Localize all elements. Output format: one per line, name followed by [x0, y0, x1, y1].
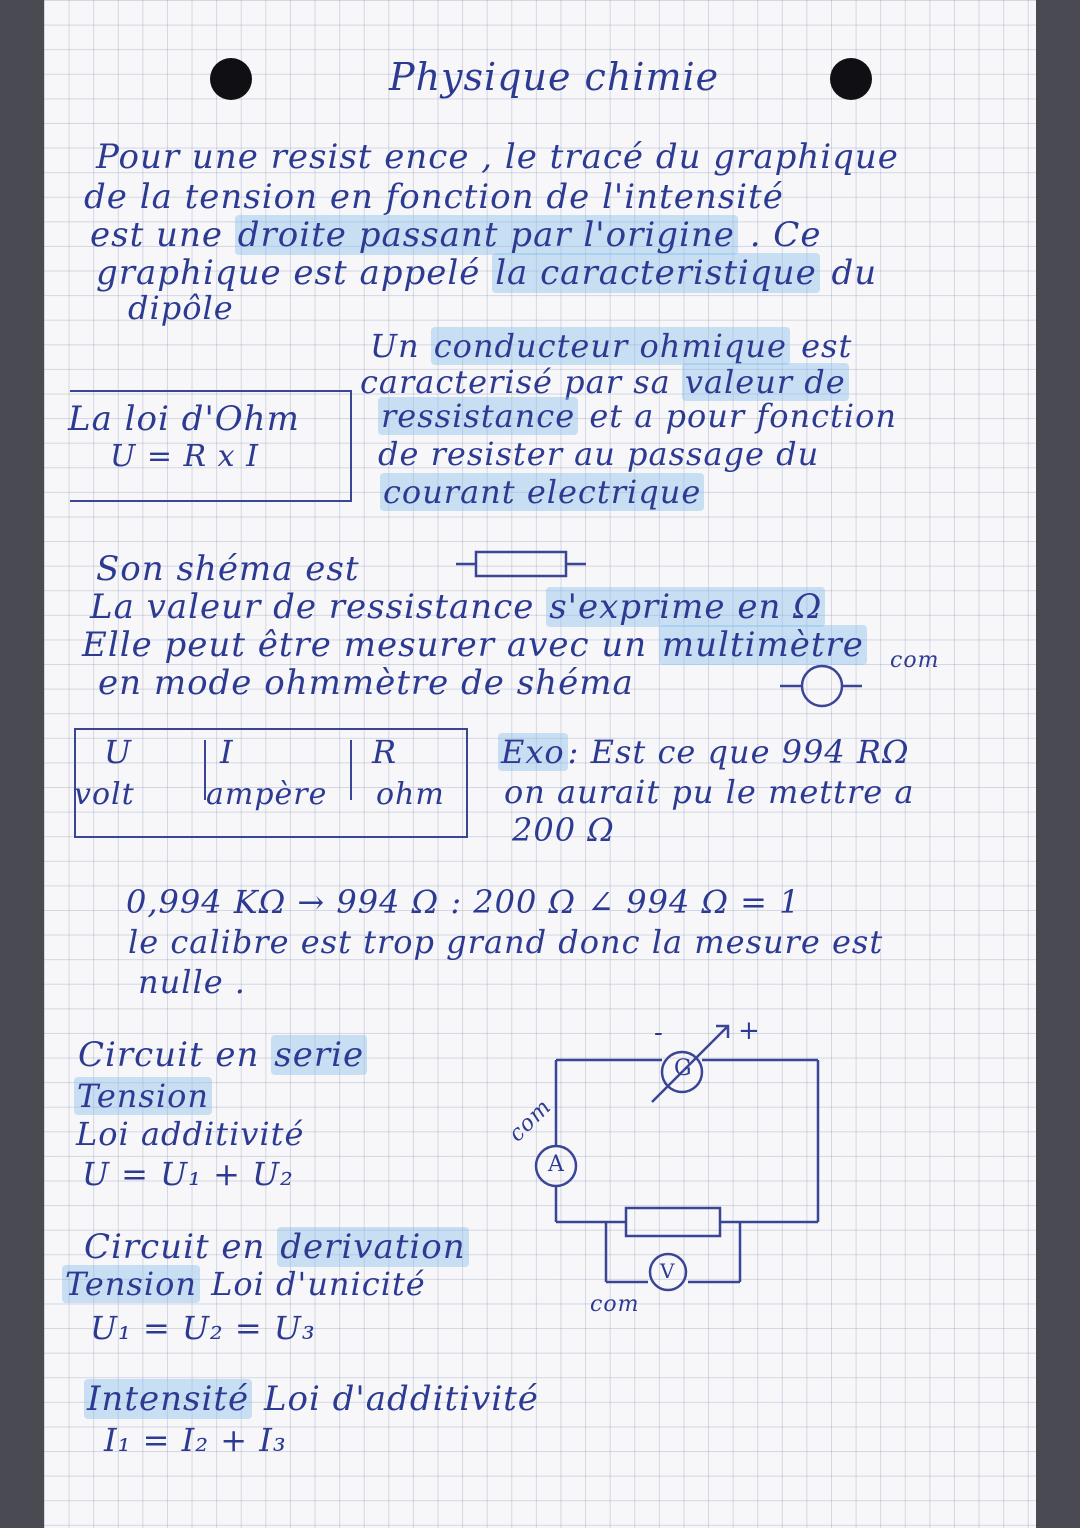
intro-line-1: Pour une resist ence , le tracé du graphique [96, 137, 899, 177]
answer-line-1: 0,994 KΩ → 994 Ω : 200 Ω ∠ 994 Ω = 1 [126, 883, 801, 921]
unit-ampere: ampère [206, 777, 328, 812]
voltmeter-label: V [660, 1259, 676, 1283]
derivation-title: Circuit en derivation [84, 1230, 469, 1264]
unit-volt: volt [74, 777, 135, 812]
com-label: com [890, 648, 940, 673]
symbol-i: I [220, 733, 234, 771]
derivation-line-2: Tension Loi d'unicité [62, 1268, 426, 1300]
intro-line-4: graphique est appelé la caracteristique du [96, 253, 878, 293]
exo-line-3: 200 Ω [512, 811, 615, 849]
serie-title: Circuit en serie [78, 1038, 367, 1072]
multimeter-line: Elle peut être mesurer avec un multimètre [82, 628, 867, 662]
hand-drawings [44, 0, 1036, 1528]
highlight: Tension [74, 1077, 212, 1115]
conductor-line-2: caracterisé par sa valeur de [360, 366, 849, 398]
ohm-law-formula: U = R x I [110, 439, 259, 474]
highlight: multimètre [659, 625, 867, 665]
highlight: courant electrique [380, 473, 704, 511]
ohmmeter-line: en mode ohmmètre de shéma [98, 663, 634, 703]
intro-line-5: dipôle [128, 289, 234, 327]
plus-sign: + [738, 1016, 761, 1046]
highlight: conducteur ohmique [431, 327, 790, 365]
symbol-u: U [104, 733, 132, 771]
conductor-line-4: de resister au passage du [378, 435, 820, 473]
symbol-r: R [372, 733, 398, 771]
conductor-line-1: Un conducteur ohmique est [370, 327, 853, 365]
intensite-formula: I₁ = I₂ + I₃ [104, 1421, 287, 1459]
highlight: la caracteristique [492, 253, 820, 293]
highlight: Tension [62, 1265, 200, 1303]
highlight: Exo [498, 733, 568, 771]
com-top-label: com [504, 1094, 557, 1147]
resistor-symbol [456, 552, 586, 576]
resistance-unit-line: La valeur de ressistance s'exprime en Ω [90, 590, 825, 624]
highlight: Intensité [84, 1379, 252, 1419]
generator-label: G [674, 1056, 693, 1081]
highlight: droite passant par l'origine [235, 215, 738, 255]
exo-line-2: on aurait pu le mettre a [504, 773, 915, 811]
serie-law: Loi additivité [76, 1115, 305, 1153]
ammeter-label: A [548, 1152, 565, 1177]
page-title: Physique chimie [389, 55, 720, 99]
ohmmeter-symbol [780, 666, 862, 706]
derivation-formula: U₁ = U₂ = U₃ [90, 1309, 316, 1347]
exo-line-1: Exo: Est ce que 994 RΩ [498, 736, 910, 768]
answer-line-3: nulle . [138, 963, 246, 1001]
minus-sign: - [654, 1018, 664, 1048]
highlight: serie [271, 1035, 367, 1075]
notebook-page [44, 0, 1036, 1528]
intensite-line-1: Intensité Loi d'additivité [84, 1382, 539, 1416]
ohm-law-title: La loi d'Ohm [68, 399, 300, 439]
highlight: valeur de [682, 363, 849, 401]
schema-line: Son shéma est [96, 549, 360, 589]
highlight: s'exprime en Ω [546, 587, 825, 627]
intro-line-2: de la tension en fonction de l'intensité [84, 177, 784, 217]
highlight: derivation [277, 1227, 468, 1267]
serie-formula: U = U₁ + U₂ [82, 1155, 294, 1193]
unit-ohm: ohm [376, 777, 445, 812]
answer-line-2: le calibre est trop grand donc la mesure est [128, 923, 884, 961]
highlight: ressistance [378, 397, 578, 435]
conductor-line-3: ressistance et a pour fonction [378, 400, 897, 432]
intro-line-3: est une droite passant par l'origine . Ce [90, 215, 822, 255]
com-bottom-label: com [590, 1292, 640, 1317]
